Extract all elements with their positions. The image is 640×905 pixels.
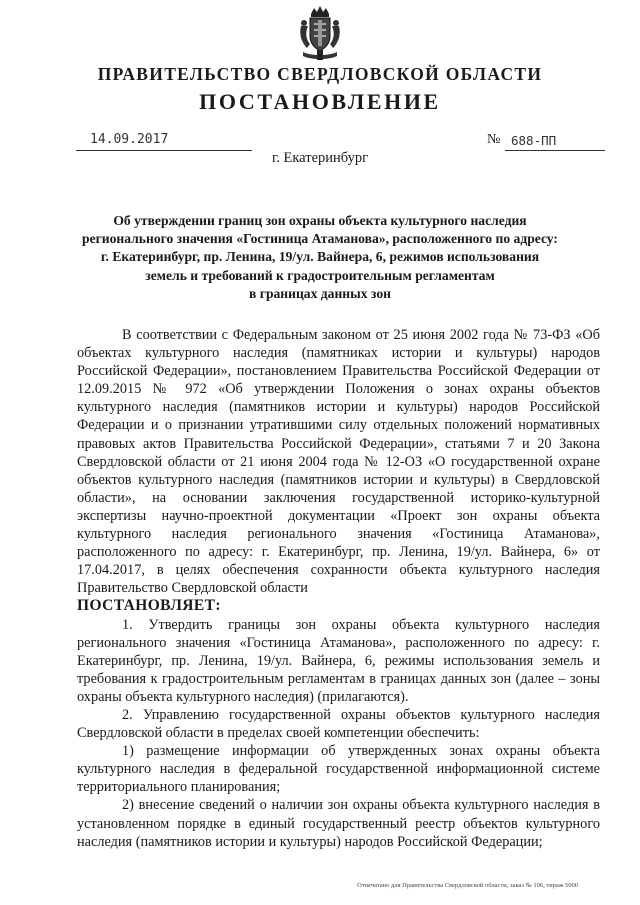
- subject-line: в границах данных зон: [249, 285, 391, 301]
- document-type-title: ПОСТАНОВЛЕНИЕ: [199, 89, 441, 114]
- clause-1: 1. Утвердить границы зон охраны объекта культурного наследия регионального значения «Гостиница Атаманова», расположенного по адресу: г. Екатеринбург, пр. Ленина, 19/ул. Вайнера, 6, режимы использования земель и требования к градостроительным регламентам в границах данных зон (далее – зоны охраны объекта культурного наследия) (прилагаются).: [77, 616, 600, 705]
- sverdlovsk-coat-of-arms-icon: [297, 6, 343, 62]
- print-note: Отпечатано для Правительства Свердловской области, заказ № 106, тираж 5000: [357, 882, 578, 889]
- clause-2-subitem-1: 1) размещение информации об утвержденных зонах охраны объекта культурного наследия в федеральной государственной информационной системе территориального планирования;: [77, 743, 600, 796]
- clause-2-subitem-2: 2) внесение сведений о наличии зон охраны объекта культурного наследия в установленном порядке в единый государственный реестр объектов культурного наследия (памятников истории и культуры) народов Российской Федерации;: [77, 797, 600, 850]
- document-date-field: [76, 132, 252, 151]
- document-subject: [70, 212, 570, 303]
- document-number: [487, 132, 605, 150]
- preamble-paragraph: В соответствии с Федеральным законом от 25 июня 2002 года № 73-ФЗ «Об объектах культурного наследия (памятниках истории и культуры) народов Российской Федерации», постановлением Правительства Российской Федерации от 12.09.2015 № 972 «Об утверждении Положения о зонах охраны объектов культурного наследия (памятников истории и культуры) народов Российской Федерации и о признании утратившими силу отдельных положений нормативных правовых актов Правительства Российской Федерации», статьями 7 и 20 Закона Свердловской области от 21 июня 2004 года № 12-ОЗ «О государственной охране объектов культурного наследия (памятников истории и культуры) в Свердловской области», на основании заключения государственной историко-культурной экспертизы научно-проектной документации «Проект зон охраны объекта культурного наследия регионального значения «Гостиница Атаманова», расположенного по адресу: г. Екатеринбург, пр. Ленина, 19/ул. Вайнера, 6» от 17.04.2017, в целях обеспечения сохранности объекта культурного наследия Правительство Свердловской области: [77, 327, 600, 597]
- document-number-value: 688-ПП: [511, 133, 557, 148]
- number-sign: №: [487, 132, 501, 147]
- document-number-field: [505, 132, 605, 151]
- subject-line: земель и требований к градостроительным регламентам: [145, 267, 495, 283]
- document-body: [77, 326, 600, 851]
- clause-2: 2. Управлению государственной охраны объектов культурного наследия Свердловской области в пределах своей компетенции обеспечить:: [77, 706, 600, 742]
- document-date: 14.09.2017: [90, 132, 169, 147]
- subject-line: Об утверждении границ зон охраны объекта культурного наследия: [113, 213, 527, 228]
- government-title: ПРАВИТЕЛЬСТВО СВЕРДЛОВСКОЙ ОБЛАСТИ: [97, 64, 543, 84]
- subject-line: регионального значения «Гостиница Атаманова», расположенного по адресу:: [82, 231, 558, 247]
- resolve-heading: ПОСТАНОВЛЯЕТ:: [77, 597, 221, 615]
- document-city: г. Екатеринбург: [271, 150, 369, 166]
- subject-line: г. Екатеринбург, пр. Ленина, 19/ул. Вайнера, 6, режимов использования: [100, 249, 540, 265]
